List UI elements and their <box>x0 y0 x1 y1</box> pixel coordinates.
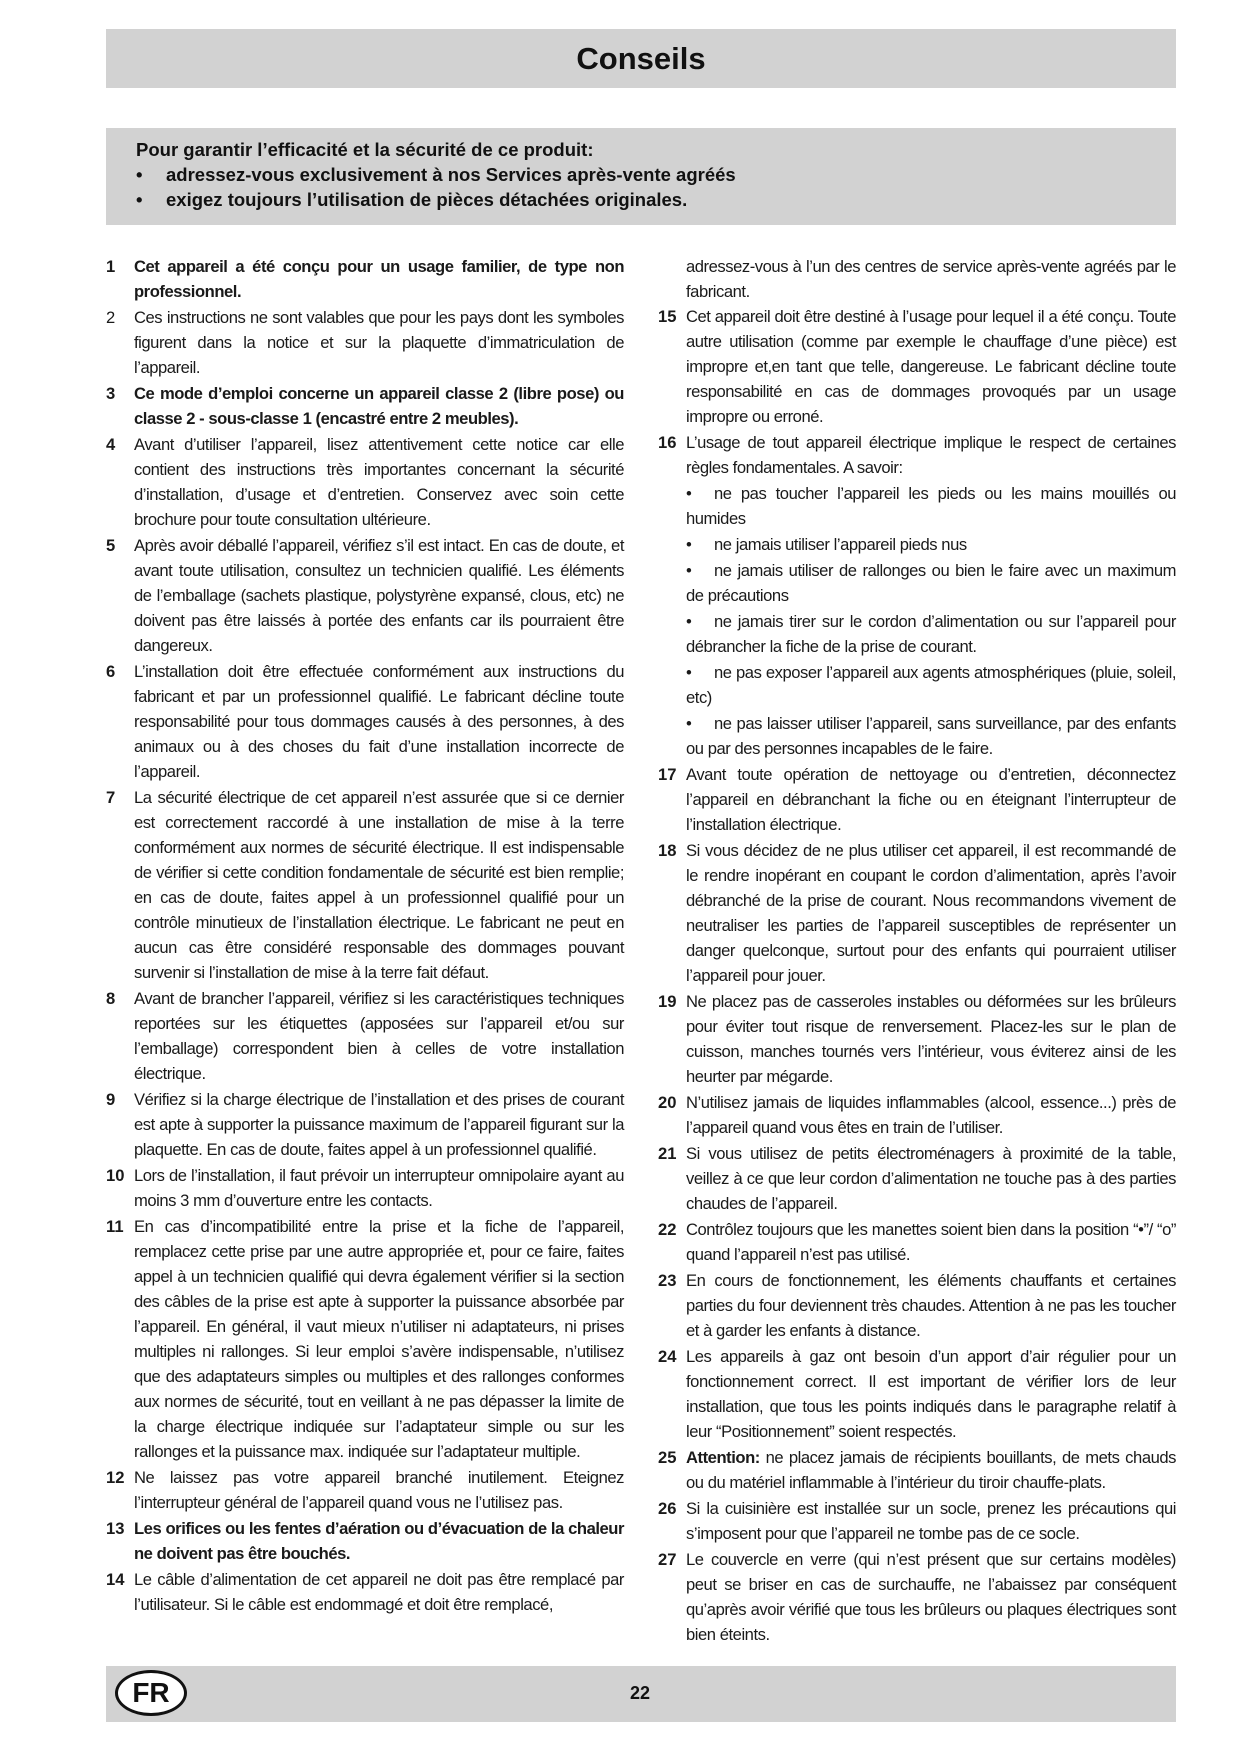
safety-notice-intro: Pour garantir l’efficacité et la sécurité de ce produit: <box>136 139 594 160</box>
item-text: N’utilisez jamais de liquides inflammables (alcool, essence...) près de l’appareil quand vous êtes en train de l’utiliser. <box>686 1093 1176 1137</box>
item-number: 5 <box>106 536 116 555</box>
attention-label: Attention: <box>686 1448 760 1467</box>
item-text: Le couvercle en verre (qui n’est présent que sur certains modèles) peut se briser en cas de surchauffe, ne l’abaissez par conséquent qu’après avoir vérifié que tous les brûleurs ou plaques électriques sont bien éteints. <box>686 1550 1176 1644</box>
item-number: 25 <box>658 1448 677 1467</box>
item-number: 18 <box>658 841 677 860</box>
item-number: 9 <box>106 1090 116 1109</box>
language-badge: FR <box>115 1670 187 1716</box>
item-text: L’installation doit être effectuée conformément aux instructions du fabricant et par un professionnel qualifié. Le fabricant décline toute responsabilité pour tous dommages causés à des personnes, à des animaux ou à des choses du fait d’une installation incorrecte de l’appareil. <box>134 662 624 781</box>
bullet-icon: • <box>686 535 692 554</box>
item-text: L’usage de tout appareil électrique implique le respect de certaines règles fondamentales. A savoir: <box>686 433 1176 477</box>
advice-item <box>106 785 624 985</box>
item-number: 4 <box>106 435 116 454</box>
advice-item <box>658 1344 1176 1444</box>
advice-item <box>658 1217 1176 1267</box>
item-number: 1 <box>106 257 116 276</box>
item-text: ne placez jamais de récipients bouillants, de mets chauds ou du matériel inflammable à l’intérieur du tiroir chauffe-plats. <box>686 1448 1176 1492</box>
item-text: Contrôlez toujours que les manettes soient bien dans la position “•”/ “o” quand l’appareil n’est pas utilisé. <box>686 1220 1176 1264</box>
bullet-icon: • <box>686 484 692 503</box>
advice-item <box>658 1547 1176 1647</box>
item-number: 10 <box>106 1166 125 1185</box>
item-number: 26 <box>658 1499 677 1518</box>
advice-item <box>106 533 624 658</box>
item-number: 13 <box>106 1519 125 1538</box>
advice-item <box>658 304 1176 429</box>
bullet-icon: • <box>136 189 143 210</box>
item-number: 8 <box>106 989 116 1008</box>
advice-item <box>658 1141 1176 1216</box>
item-text: Vérifiez si la charge électrique de l’installation et des prises de courant est apte à supporter la puissance maximum de l’appareil figurant sur la plaquette. En cas de doute, faites appel à un professionnel qualifié. <box>134 1090 624 1159</box>
item-number: 27 <box>658 1550 677 1569</box>
item-text: Ne laissez pas votre appareil branché inutilement. Eteignez l’interrupteur général de l’appareil quand vous ne l’utilisez pas. <box>134 1468 624 1512</box>
advice-item <box>106 432 624 532</box>
item-number: 24 <box>658 1347 677 1366</box>
sub-item-text: ne pas exposer l’appareil aux agents atmosphériques (pluie, soleil, etc) <box>686 663 1176 707</box>
item-text: Si vous utilisez de petits électroménagers à proximité de la table, veillez à ce que leur cordon d’alimentation ne touche pas à des parties chaudes de l’appareil. <box>686 1144 1176 1213</box>
bullet-icon: • <box>686 561 692 580</box>
item-text: Les appareils à gaz ont besoin d’un apport d’air régulier pour un fonctionnement correct. Il est important de vérifier lors de leur installation, que tous les points indiqués dans le paragraphe relatif à leur “Positionnement” soient respectés. <box>686 1347 1176 1441</box>
right-column <box>658 254 1176 1648</box>
advice-item <box>658 1090 1176 1140</box>
sub-item <box>658 609 1176 659</box>
advice-item <box>106 1567 624 1617</box>
advice-item <box>106 1465 624 1515</box>
item-number: 14 <box>106 1570 125 1589</box>
item-text-wrapper <box>686 1445 1176 1495</box>
item-number: 22 <box>658 1220 677 1239</box>
item-number: 2 <box>106 308 116 327</box>
item-text: Avant toute opération de nettoyage ou d’entretien, déconnectez l’appareil en débranchant la fiche ou en éteignant l’interrupteur de l’installation électrique. <box>686 765 1176 834</box>
item-text: Avant d’utiliser l’appareil, lisez attentivement cette notice car elle contient des instructions très importantes concernant la sécurité d’installation, d’usage et d’entretien. Conservez avec soin cette brochure pour toute consultation ultérieure. <box>134 435 624 529</box>
sub-item <box>658 481 1176 531</box>
page-title: Conseils <box>106 29 1176 88</box>
item-text: En cours de fonctionnement, les éléments chauffants et certaines parties du four deviennent très chaudes. Attention à ne pas les toucher et à garder les enfants à distance. <box>686 1271 1176 1340</box>
advice-item <box>658 762 1176 837</box>
advice-item <box>106 1214 624 1464</box>
item-text: Ce mode d’emploi concerne un appareil classe 2 (libre pose) ou classe 2 - sous-classe 1 (encastré entre 2 meubles). <box>134 384 624 428</box>
advice-item <box>106 659 624 784</box>
advice-item <box>658 430 1176 480</box>
item-text: Lors de l’installation, il faut prévoir un interrupteur omnipolaire ayant au moins 3 mm d’ouverture entre les contacts. <box>134 1166 624 1210</box>
advice-item <box>106 305 624 380</box>
safety-notice-bullet <box>136 187 1176 212</box>
advice-item <box>106 381 624 431</box>
advice-item <box>106 986 624 1086</box>
left-column <box>106 254 624 1618</box>
advice-item <box>106 1087 624 1162</box>
sub-item <box>658 711 1176 761</box>
item-number: 17 <box>658 765 677 784</box>
item-number: 11 <box>106 1217 124 1236</box>
bullet-icon: • <box>136 164 143 185</box>
item-text: En cas d’incompatibilité entre la prise et la fiche de l’appareil, remplacez cette prise par une autre appropriée et, pour ce faire, faites appel à un technicien qualifié qui devra également vérifier si la section des câbles de la prise est apte à supporter la puissance absorbée par l’appareil. En général, il vaut mieux n’utiliser ni adaptateurs, ni prises multiples ni rallonges. Si leur emploi s’avère indispensable, n’utilisez que des adaptateurs simples ou multiples et des rallonges conformes aux normes de sécurité, tout en veillant à ne pas dépasser la limite de la charge électrique indiquée sur l’adaptateur simple ou sur les rallonges et la puissance max. indiquée sur l’adaptateur multiple. <box>134 1217 624 1461</box>
sub-item-text: ne pas laisser utiliser l’appareil, sans surveillance, par des enfants ou par des personnes incapables de le faire. <box>686 714 1176 758</box>
item-number: 6 <box>106 662 116 681</box>
advice-item <box>106 254 624 304</box>
item-text: Ces instructions ne sont valables que pour les pays dont les symboles figurent dans la notice et sur la plaquette d’immatriculation de l’appareil. <box>134 308 624 377</box>
item-text: Les orifices ou les fentes d’aération ou d’évacuation de la chaleur ne doivent pas être bouchés. <box>134 1519 624 1563</box>
safety-notice-text: exigez toujours l’utilisation de pièces détachées originales. <box>166 189 688 210</box>
item-text: La sécurité électrique de cet appareil n’est assurée que si ce dernier est correctement raccordé à une installation de mise à la terre conformément aux normes de sécurité électrique. Il est indispensable de vérifier si cette condition fondamentale de sécurité est bien remplie; en cas de doute, faites appel à un professionnel qualifié pour un contrôle minutieux de l’installation électrique. Le fabricant ne peut en aucun cas être considéré responsable des dommages pouvant survenir si l’installation de mise à la terre fait défaut. <box>134 788 624 982</box>
item-text: Si vous décidez de ne plus utiliser cet appareil, il est recommandé de le rendre inopérant en coupant le cordon d’alimentation, après l’avoir débranché de la prise de courant. Nous recommandons vivement de neutraliser les parties de l’appareil susceptibles de représenter un danger quelconque, surtout pour des enfants qui pourraient utiliser l’appareil pour jouer. <box>686 841 1176 985</box>
item-number: 15 <box>658 307 677 326</box>
sub-item-text: ne jamais tirer sur le cordon d’alimentation ou sur l’appareil pour débrancher la fiche de la prise de courant. <box>686 612 1176 656</box>
bullet-icon: • <box>686 714 692 733</box>
item-text: Cet appareil doit être destiné à l’usage pour lequel il a été conçu. Toute autre utilisation (comme par exemple le chauffage d’une pièce) est impropre et,en tant que telle, dangereuse. Le fabricant décline toute responsabilité en cas de dommages provoqués par un usage impropre ou erroné. <box>686 307 1176 426</box>
item-number: 23 <box>658 1271 677 1290</box>
item-text: Ne placez pas de casseroles instables ou déformées sur les brûleurs pour éviter tout risque de renversement. Placez-les sur le plan de cuisson, manches tournés vers l’intérieur, vous éviterez ainsi de les heurter par mégarde. <box>686 992 1176 1086</box>
advice-item <box>106 1516 624 1566</box>
item-number: 19 <box>658 992 677 1011</box>
item-text: Si la cuisinière est installée sur un socle, prenez les précautions qui s’imposent pour que l’appareil ne tombe pas de ce socle. <box>686 1499 1176 1543</box>
safety-notice-bullet <box>136 162 1176 187</box>
page-number: 22 <box>629 1683 651 1703</box>
item-number: 21 <box>658 1144 677 1163</box>
sub-item-text: ne pas toucher l’appareil les pieds ou les mains mouillés ou humides <box>686 484 1176 528</box>
item-text: Cet appareil a été conçu pour un usage familier, de type non professionnel. <box>134 257 624 301</box>
sub-item-text: ne jamais utiliser de rallonges ou bien le faire avec un maximum de précautions <box>686 561 1176 605</box>
item-number: 7 <box>106 788 116 807</box>
advice-item <box>658 1268 1176 1343</box>
sub-item <box>658 532 1176 557</box>
advice-item <box>658 1445 1176 1495</box>
sub-item-text: ne jamais utiliser l’appareil pieds nus <box>714 535 967 554</box>
advice-item <box>658 1496 1176 1546</box>
sub-item <box>658 660 1176 710</box>
safety-notice-box <box>106 128 1176 225</box>
item-number: 12 <box>106 1468 125 1487</box>
item-text: Avant de brancher l’appareil, vérifiez si les caractéristiques techniques reportées sur les étiquettes (apposées sur l’appareil et/ou sur l’emballage) correspondent bien à celles de votre installation électrique. <box>134 989 624 1083</box>
item-text: Le câble d’alimentation de cet appareil ne doit pas être remplacé par l’utilisateur. Si le câble est endommagé et doit être remplacé, <box>134 1570 624 1614</box>
item-number: 20 <box>658 1093 677 1112</box>
advice-item <box>658 989 1176 1089</box>
item-text-continuation: adressez-vous à l’un des centres de service après-vente agréés par le fabricant. <box>686 257 1176 301</box>
bullet-icon: • <box>686 663 692 682</box>
sub-item <box>658 558 1176 608</box>
item-number: 3 <box>106 384 116 403</box>
item-text: Après avoir déballé l’appareil, vérifiez s’il est intact. En cas de doute, et avant toute utilisation, consultez un technicien qualifié. Les éléments de l’emballage (sachets plastique, polystyrène expansé, clous, etc) ne doivent pas être laissés à portée des enfants car ils pourraient être dangereux. <box>134 536 624 655</box>
advice-item <box>658 838 1176 988</box>
item-number: 16 <box>658 433 677 452</box>
safety-notice-text: adressez-vous exclusivement à nos Services après-vente agréés <box>166 164 736 185</box>
bullet-icon: • <box>686 612 692 631</box>
advice-item <box>106 1163 624 1213</box>
